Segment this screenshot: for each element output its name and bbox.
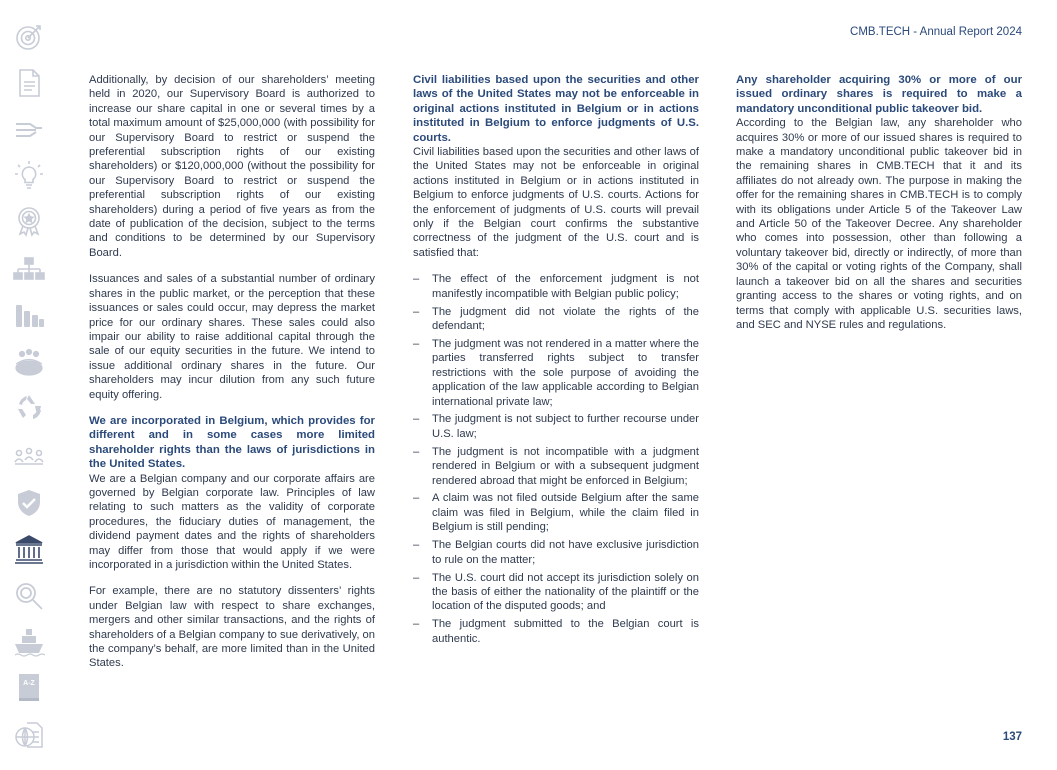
- shield-check-icon[interactable]: [13, 487, 45, 519]
- glossary-az-icon[interactable]: [13, 672, 45, 704]
- document-icon[interactable]: [13, 67, 45, 99]
- award-icon[interactable]: [13, 205, 45, 237]
- section-heading-takeover-bid: Any shareholder acquiring 30% or more of our issued ordinary shares is required to make a mandatory unconditional public takeover bid.: [736, 74, 1022, 115]
- list-item: – The judgment is not subject to further recourse under U.S. law;: [413, 412, 699, 441]
- page-number: 137: [1002, 731, 1022, 743]
- list-item: – A claim was not filed outside Belgium after the same claim was filed in Belgium, while the claim filed in Belgium is still pending;: [413, 491, 699, 534]
- lightbulb-icon[interactable]: [13, 159, 45, 191]
- section-heading-belgium-incorporation: We are incorporated in Belgium, which provides for different and in some cases more limited shareholder rights than the laws of jurisdictions in the United States.: [89, 414, 375, 471]
- svg-text:A-Z: A-Z: [23, 680, 35, 687]
- list-item: – The judgment is not incompatible with a judgment rendered in Belgium or with a subsequent judgment rendered abroad that might be enforced in Belgium;: [413, 445, 699, 488]
- text-column-1: [89, 73, 375, 683]
- paragraph-share-capital: Additionally, by decision of our shareholders’ meeting held in 2020, our Supervisory Board is authorized to increase our share capital in one or several times by a total maximum amount of $25,000,000 (with possibility for our Supervisory Board to restrict or suspend the preferential subscription rights of our existing shareholders) or $120,000,000 (without the possibility for our Supervisory Board to restrict or suspend the preferential subscription rights of our existing shareholders) during a period of five years as from the date of publication of the decision, subject to the terms and conditions to be determined by our Supervisory Board.: [89, 74, 375, 259]
- ship-icon[interactable]: [13, 626, 45, 658]
- paragraph-takeover-law: According to the Belgian law, any shareholder who acquires 30% or more of our issued shares is required to make a mandatory unconditional public takeover bid in the remaining shares in CMB.TECH that it and its affiliates do not already own. The purpose in making the offer for the remaining shares in CMB.TECH is to comply with its obligations under Article 5 of the Takeover Law and Article 50 of the Takeover Decree. Any shareholder who comes into possession, other than following a voluntary takeover bid, directly or indirectly, of more than 30% of the capital or voting rights of the Company, shall launch a takeover bid on all the shares and securities granting access to the shares or voting rights, and on terms that comply with applicable U.S. securities laws, and SEC and NYSE rules and regulations.: [736, 117, 1022, 331]
- text-column-3: [736, 73, 1022, 344]
- org-chart-icon[interactable]: [13, 253, 45, 285]
- list-item: – The U.S. court did not accept its jurisdiction solely on the basis of either the nationality of the plaintiff or the location of the disputed goods; and: [413, 571, 699, 614]
- list-item: – The judgment submitted to the Belgian court is authentic.: [413, 617, 699, 646]
- bank-building-icon[interactable]: [13, 533, 45, 565]
- list-item: – The effect of the enforcement judgment is not manifestly incompatible with Belgian public policy;: [413, 272, 699, 301]
- paragraph-enforcement: Civil liabilities based upon the securities and other laws of the United States may not be enforceable in original actions instituted in Belgium or in actions instituted in Belgium to enforce judgments of U.S. courts. Actions for the enforcement of judgments of U.S. courts will prevail only if the Belgian court confirms the substantive correctness of the judgment of the U.S. court and is satisfied that:: [413, 146, 699, 259]
- ship-wake-icon[interactable]: [13, 114, 45, 146]
- globe-document-icon[interactable]: [13, 719, 45, 751]
- paragraph-belgian-law: We are a Belgian company and our corporate affairs are governed by Belgian corporate law. Principles of law relating to such matters as the validity of corporate procedures, the fiduciary duties of management, the dividend payment dates and the rights of shareholders may differ from those that would apply if we were incorporated in a jurisdiction within the United States.: [89, 472, 375, 571]
- enforcement-conditions-list: [413, 272, 699, 646]
- report-header-title: CMB.TECH - Annual Report 2024: [850, 26, 1022, 38]
- list-item: – The Belgian courts did not have exclusive jurisdiction to rule on the matter;: [413, 538, 699, 567]
- recycle-icon[interactable]: [13, 392, 45, 424]
- magnifier-icon[interactable]: [13, 580, 45, 612]
- people-group-icon[interactable]: [13, 346, 45, 378]
- list-item: – The judgment did not violate the rights of the defendant;: [413, 305, 699, 334]
- bar-chart-icon[interactable]: [13, 300, 45, 332]
- text-column-2: [413, 73, 699, 650]
- paragraph-dissenters-rights: For example, there are no statutory dissenters’ rights under Belgian law with respect to share exchanges, mergers and other similar transactions, and the rights of shareholders of a Belgian company to sue derivatively, on the company’s behalf, are more limited than in the United States.: [89, 585, 375, 670]
- target-icon[interactable]: [13, 21, 45, 53]
- community-icon[interactable]: [13, 440, 45, 472]
- section-heading-civil-liabilities: Civil liabilities based upon the securities and other laws of the United States may not be enforceable in original actions instituted in Belgium or in actions instituted in Belgium to enforce judgments of U.S. courts.: [413, 74, 699, 144]
- paragraph-issuances: Issuances and sales of a substantial number of ordinary shares in the public market, or the perception that these issuances or sales could occur, may depress the market price for our ordinary shares. These sales could also impair our ability to raise additional capital through the sale of our equity securities in the future. We intend to issue additional ordinary shares in the future. Our shareholders may incur dilution from any such future equity offering.: [89, 273, 375, 401]
- section-sidebar: [0, 0, 62, 770]
- list-item: – The judgment was not rendered in a matter where the parties transferred rights subject to transfer restrictions with the sole purpose of avoiding the application of the law applicable according to Belgian international private law;: [413, 337, 699, 409]
